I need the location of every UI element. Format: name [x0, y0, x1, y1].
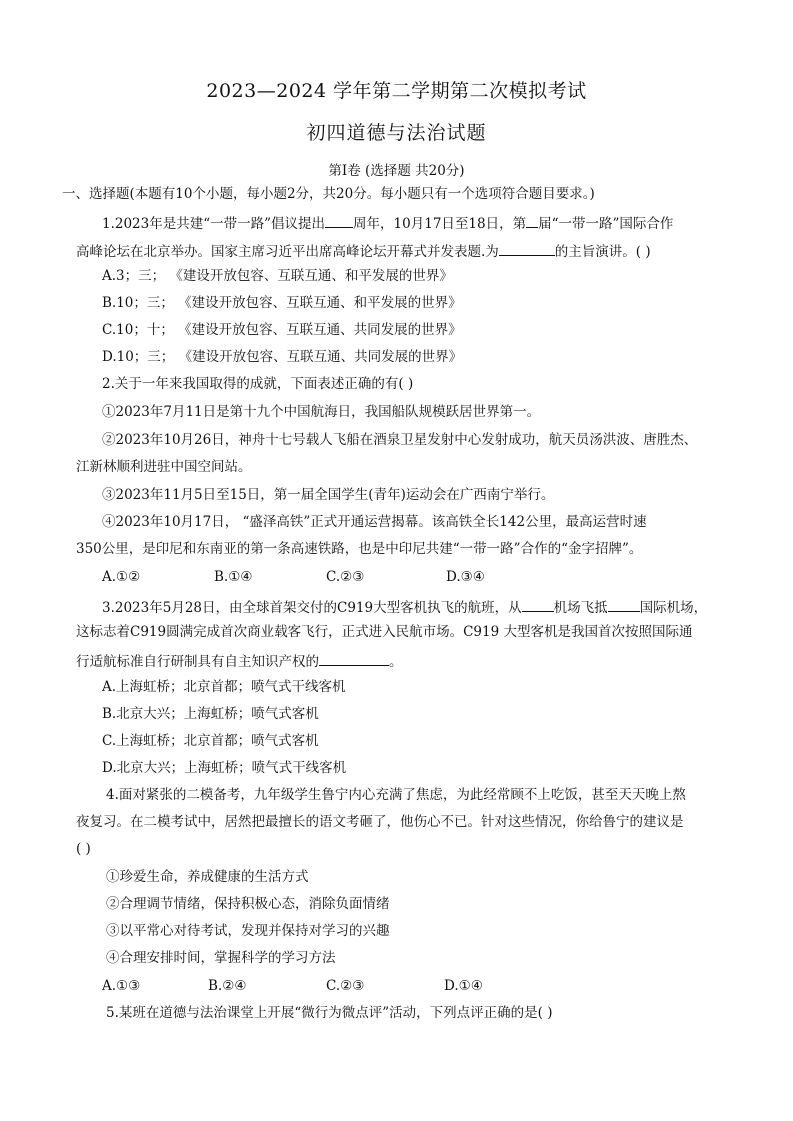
q4-option-d: D.①④ [444, 978, 483, 994]
q2-statement-1: ①2023年7月11日是第十九个中国航海日，我国船队规模跃居世界第一。 [102, 404, 541, 420]
q2-statement-4b: 350公里，是印尼和东南亚的第一条高速铁路，也是中印尼共建“一带一路”合作的“金字招牌”。 [76, 541, 643, 557]
q4-line3: ( ) [76, 841, 91, 857]
q3-text-b: 机场飞抵 [553, 600, 608, 616]
q1-text-e: 的主旨演讲。( ) [554, 244, 651, 260]
q1-text-a: 1.2023年是共建“一带一路”倡议提出 [102, 216, 326, 232]
section-heading: 第Ⅰ卷 (选择题 共20分) [328, 163, 465, 179]
q4-statement-3: ③以平常心对待考试，发现并保持对学习的兴趣 [106, 923, 390, 939]
q3-line1 [102, 599, 707, 616]
q3-text-e: 。 [389, 654, 403, 670]
q1-blank-2 [526, 215, 538, 228]
q3-text-a: 3.2023年5月28日，由全球首架交付的C919大型客机执飞的航班，从 [102, 600, 522, 616]
q1-option-a: A.3；三； 《建设开放包容、互联互通、和平发展的世界》 [102, 268, 453, 284]
q1-text-b: 周年，10月17日至18日，第 [353, 216, 527, 232]
q2-option-d: D.③④ [446, 569, 485, 585]
q2-stem: 2.关于一年来我国取得的成就，下面表述正确的有( ) [102, 376, 414, 392]
q2-statement-4a: ④2023年10月17日， “盛泽高铁”正式开通运营揭幕。该高铁全长142公里，最高运营时速 [102, 514, 647, 530]
q1-option-c: C.10；十； 《建设开放包容、互联互通、共同发展的世界》 [102, 322, 462, 338]
exam-subtitle: 初四道德与法治试题 [306, 122, 487, 144]
q2-options [102, 571, 485, 585]
q5-stem: 5.某班在道德与法治课堂上开展“微行为微点评”活动，下列点评正确的是( ) [106, 1005, 553, 1021]
q3-line3 [76, 653, 403, 670]
q3-text-c: 国际机场， [639, 600, 708, 616]
q2-statement-2b: 江新林顺利进驻中国空间站。 [76, 459, 252, 475]
q1-option-b: B.10；三； 《建设开放包容、互联互通、和平发展的世界》 [102, 295, 462, 311]
q2-option-a: A.①② [102, 569, 141, 585]
q2-option-b: B.①④ [214, 569, 253, 585]
q1-blank-3 [499, 243, 555, 256]
q4-option-a: A.①③ [102, 978, 141, 994]
q4-line1: 4.面对紧张的二模备考，九年级学生鲁宁内心充满了焦虑，为此经常顾不上吃饭，甚至天天晚上熬 [106, 787, 686, 803]
q3-blank-2 [608, 599, 640, 612]
q4-options [102, 980, 483, 994]
exam-title: 2023—2024 学年第二学期第二次模拟考试 [206, 80, 587, 102]
q1-option-d: D.10；三； 《建设开放包容、互联互通、共同发展的世界》 [102, 349, 463, 365]
q4-line2: 夜复习。在二模考试中，居然把最擅长的语文考砸了，他伤心不已。针对这些情况，你给鲁宁的建议是 [76, 814, 684, 830]
q1-line2 [76, 243, 651, 260]
q3-option-c: C.上海虹桥；北京首都；喷气式客机 [102, 733, 319, 749]
q2-statement-2a: ②2023年10月26日，神舟十七号载人飞船在酒泉卫星发射中心发射成功，航天员汤洪波、唐胜杰、 [102, 432, 698, 448]
q3-option-a: A.上海虹桥；北京首都；喷气式干线客机 [102, 679, 346, 695]
q4-option-b: B.②④ [208, 978, 247, 994]
q4-statement-2: ②合理调节情绪，保持积极心态，消除负面情绪 [106, 896, 390, 912]
q3-option-d: D.北京大兴；上海虹桥；喷气式干线客机 [102, 760, 347, 776]
q3-text-d: 行适航标准自行研制具有自主知识产权的 [76, 654, 319, 670]
q4-option-c: C.②③ [326, 978, 365, 994]
q1-line1 [102, 215, 673, 232]
q3-blank-1 [522, 599, 554, 612]
q4-statement-1: ①珍爱生命，养成健康的生活方式 [106, 869, 309, 885]
q1-text-d: 高峰论坛在北京举办。国家主席习近平出席高峰论坛开幕式并发表题.为 [76, 244, 499, 260]
q4-statement-4: ④合理安排时间，掌握科学的学习方法 [106, 950, 336, 966]
q1-text-c: 届“一带一路”国际合作 [538, 216, 674, 232]
instructions: 一、选择题(本题有10个小题，每小题2分，共20分。每小题只有一个选项符合题目要求。) [62, 186, 595, 202]
q3-line2: 这标志着C919圆满完成首次商业载客飞行，正式进入民航市场。C919 大型客机是我国首次按照国际通 [76, 624, 693, 640]
q2-statement-3: ③2023年11月5日至15日，第一届全国学生(青年)运动会在广西南宁举行。 [102, 487, 555, 503]
q1-blank-1 [325, 215, 353, 228]
q2-option-c: C.②③ [326, 569, 365, 585]
q3-blank-3 [319, 653, 389, 666]
q3-option-b: B.北京大兴；上海虹桥；喷气式客机 [102, 706, 319, 722]
